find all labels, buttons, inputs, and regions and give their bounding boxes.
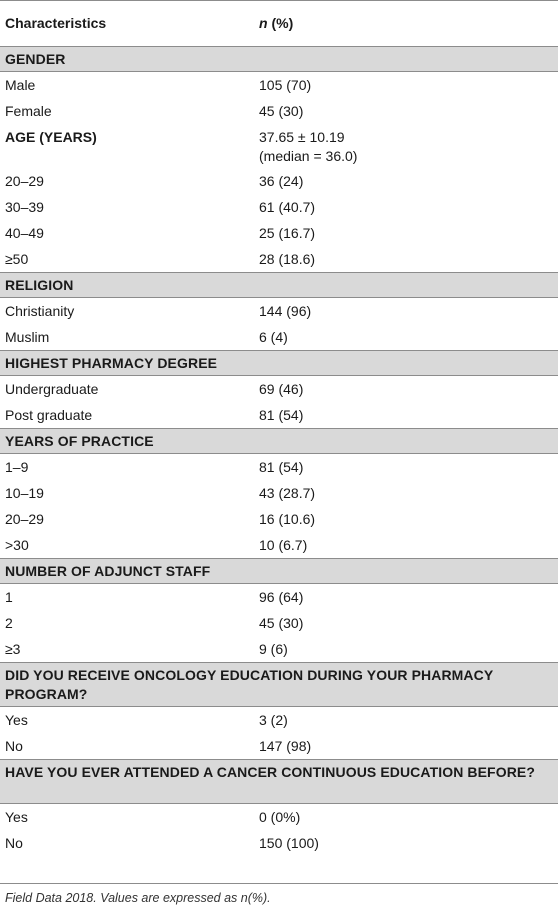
table-bottom-rule	[0, 883, 558, 884]
row-label: Undergraduate	[5, 381, 99, 397]
row-label: 20–29	[5, 511, 44, 527]
table-row	[0, 707, 558, 733]
row-value: 36 (24)	[259, 173, 304, 189]
table-row	[0, 246, 558, 272]
row-label: ≥3	[5, 641, 21, 657]
row-label: 30–39	[5, 199, 44, 215]
table-row	[0, 610, 558, 636]
section-header-adjunct-staff	[0, 558, 558, 584]
table-row	[0, 804, 558, 830]
row-value: 150 (100)	[259, 835, 319, 851]
row-label: AGE (YEARS)	[5, 129, 97, 145]
table-row	[0, 72, 558, 98]
row-value: 6 (4)	[259, 329, 288, 345]
row-label: 40–49	[5, 225, 44, 241]
section-header-degree	[0, 350, 558, 376]
age-mean: 37.65 ± 10.19	[259, 129, 345, 145]
row-label: No	[5, 835, 23, 851]
row-label: 1–9	[5, 459, 29, 475]
table-row	[0, 830, 558, 856]
section-title: RELIGION	[5, 277, 74, 293]
section-title: GENDER	[5, 51, 66, 67]
row-value: 45 (30)	[259, 615, 304, 631]
table-header-row	[0, 0, 558, 46]
row-label: Muslim	[5, 329, 50, 345]
table-row	[0, 506, 558, 532]
row-value: 43 (28.7)	[259, 485, 316, 501]
table-row	[0, 194, 558, 220]
row-label: Yes	[5, 809, 28, 825]
section-title: DID YOU RECEIVE ONCOLOGY EDUCATION DURING YOUR PHARMACY PROGRAM?	[5, 667, 494, 702]
row-label: 2	[5, 615, 13, 631]
row-value: 81 (54)	[259, 407, 304, 423]
table-row	[0, 733, 558, 759]
row-label: 1	[5, 589, 13, 605]
header-n: n	[259, 15, 268, 31]
row-value: 69 (46)	[259, 381, 304, 397]
table-row	[0, 220, 558, 246]
table-row	[0, 584, 558, 610]
row-label: Christianity	[5, 303, 75, 319]
row-label: 10–19	[5, 485, 44, 501]
row-value: 45 (30)	[259, 103, 304, 119]
table-row-age	[0, 124, 558, 168]
row-label: Male	[5, 77, 36, 93]
row-label: Female	[5, 103, 52, 119]
table-row	[0, 402, 558, 428]
row-label: Post graduate	[5, 407, 93, 423]
table-row	[0, 324, 558, 350]
row-value: 96 (64)	[259, 589, 304, 605]
row-label: >30	[5, 537, 29, 553]
row-value: 0 (0%)	[259, 809, 301, 825]
section-header-oncology-education	[0, 662, 558, 707]
section-header-gender	[0, 46, 558, 72]
row-value: 61 (40.7)	[259, 199, 316, 215]
section-title: NUMBER OF ADJUNCT STAFF	[5, 563, 211, 579]
header-percent: (%)	[267, 15, 294, 31]
row-label: Yes	[5, 712, 28, 728]
section-title: HIGHEST PHARMACY DEGREE	[5, 355, 218, 371]
section-title: YEARS OF PRACTICE	[5, 433, 154, 449]
row-value: 10 (6.7)	[259, 537, 308, 553]
age-median: (median = 36.0)	[259, 148, 358, 164]
row-label: No	[5, 738, 23, 754]
row-value: 3 (2)	[259, 712, 288, 728]
section-header-religion	[0, 272, 558, 298]
table-footnote: Field Data 2018. Values are expressed as n(%).	[5, 891, 271, 905]
table-row	[0, 98, 558, 124]
row-value: 28 (18.6)	[259, 251, 316, 267]
section-header-continuous-education	[0, 759, 558, 804]
row-value	[259, 128, 549, 166]
row-value: 16 (10.6)	[259, 511, 316, 527]
header-characteristics: Characteristics	[5, 15, 107, 31]
table-row	[0, 298, 558, 324]
row-value: 144 (96)	[259, 303, 312, 319]
row-label: ≥50	[5, 251, 29, 267]
table-row	[0, 480, 558, 506]
table-row	[0, 168, 558, 194]
row-value: 105 (70)	[259, 77, 312, 93]
section-title: HAVE YOU EVER ATTENDED A CANCER CONTINUOUS EDUCATION BEFORE?	[5, 764, 535, 780]
table-row	[0, 376, 558, 402]
row-label: 20–29	[5, 173, 44, 189]
row-value: 25 (16.7)	[259, 225, 316, 241]
table-row	[0, 636, 558, 662]
header-n-percent	[259, 14, 549, 33]
row-value: 147 (98)	[259, 738, 312, 754]
table-row	[0, 454, 558, 480]
row-value: 81 (54)	[259, 459, 304, 475]
section-header-years-of-practice	[0, 428, 558, 454]
table-row	[0, 532, 558, 558]
row-value: 9 (6)	[259, 641, 288, 657]
